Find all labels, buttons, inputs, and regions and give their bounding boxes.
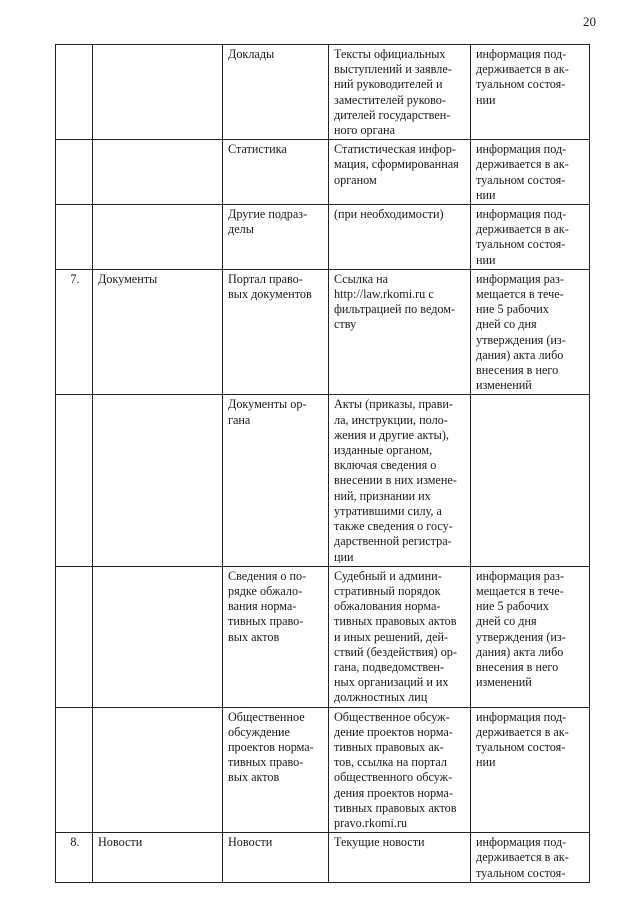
content-description: Судебный и админи- стративный порядок обжалования норма- тивных правовых актов и иных решений, дей- ствий (бездействия) ор- гана, подведомствен- ных организаций и их должностных лиц (329, 566, 471, 707)
row-number (56, 205, 93, 270)
table-row (56, 833, 590, 883)
subsection-name: Статистика (223, 140, 329, 205)
content-description: Акты (приказы, прави- ла, инструкции, поло- жения и другие акты), изданные органом, включая сведения о внесении в них измене- ний, признании их утратившими силу, а также сведения о госу- дарственной регистра- ции (329, 395, 471, 566)
row-number (56, 707, 93, 833)
subsection-name: Новости (223, 833, 329, 883)
update-note: информация под- держивается в ак- туальном состоя- нии (471, 707, 590, 833)
content-description: Общественное обсуж- дение проектов норма- тивных правовых ак- тов, ссылка на портал общественного обсуж- дения проектов норма- тивных правовых актов pravo.rkomi.ru (329, 707, 471, 833)
table-row (56, 395, 590, 566)
subsection-name: Общественное обсуждение проектов норма- тивных право- вых актов (223, 707, 329, 833)
table-row (56, 566, 590, 707)
table-row (56, 707, 590, 833)
requirements-table (55, 44, 590, 883)
section-name: Документы (93, 269, 223, 395)
row-number: 7. (56, 269, 93, 395)
row-number (56, 140, 93, 205)
content-description: Текущие новости (329, 833, 471, 883)
row-number (56, 45, 93, 140)
content-description: Тексты официальных выступлений и заявле- ний руководителей и заместителей руково- дителей государствен- ного органа (329, 45, 471, 140)
subsection-name: Другие подраз- делы (223, 205, 329, 270)
subsection-name: Портал право- вых документов (223, 269, 329, 395)
row-number: 8. (56, 833, 93, 883)
section-name: Новости (93, 833, 223, 883)
section-name (93, 707, 223, 833)
row-number (56, 566, 93, 707)
page-number: 20 (583, 14, 596, 29)
section-name (93, 205, 223, 270)
section-name (93, 140, 223, 205)
section-name (93, 395, 223, 566)
table-row (56, 45, 590, 140)
content-description: Статистическая инфор- мация, сформированная органом (329, 140, 471, 205)
subsection-name: Документы ор- гана (223, 395, 329, 566)
update-note: информация под- держивается в ак- туальном состоя- нии (471, 45, 590, 140)
content-description: (при необходимости) (329, 205, 471, 270)
table-row (56, 140, 590, 205)
update-note: информация под- держивается в ак- туальном состоя- (471, 833, 590, 883)
update-note: информация раз- мещается в тече- ние 5 рабочих дней со дня утверждения (из- дания) акта либо внесения в него изменений (471, 269, 590, 395)
update-note (471, 395, 590, 566)
row-number (56, 395, 93, 566)
update-note: информация под- держивается в ак- туальном состоя- нии (471, 205, 590, 270)
table-row (56, 205, 590, 270)
content-description: Ссылка на http://law.rkomi.ru с фильтрацией по ведом- ству (329, 269, 471, 395)
update-note: информация под- держивается в ак- туальном состоя- нии (471, 140, 590, 205)
subsection-name: Сведения о по- рядке обжало- вания норма- тивных право- вых актов (223, 566, 329, 707)
table-row (56, 269, 590, 395)
subsection-name: Доклады (223, 45, 329, 140)
section-name (93, 45, 223, 140)
update-note: информация раз- мещается в тече- ние 5 рабочих дней со дня утверждения (из- дания) акта либо внесения в него изменений (471, 566, 590, 707)
section-name (93, 566, 223, 707)
table-body (56, 45, 590, 883)
